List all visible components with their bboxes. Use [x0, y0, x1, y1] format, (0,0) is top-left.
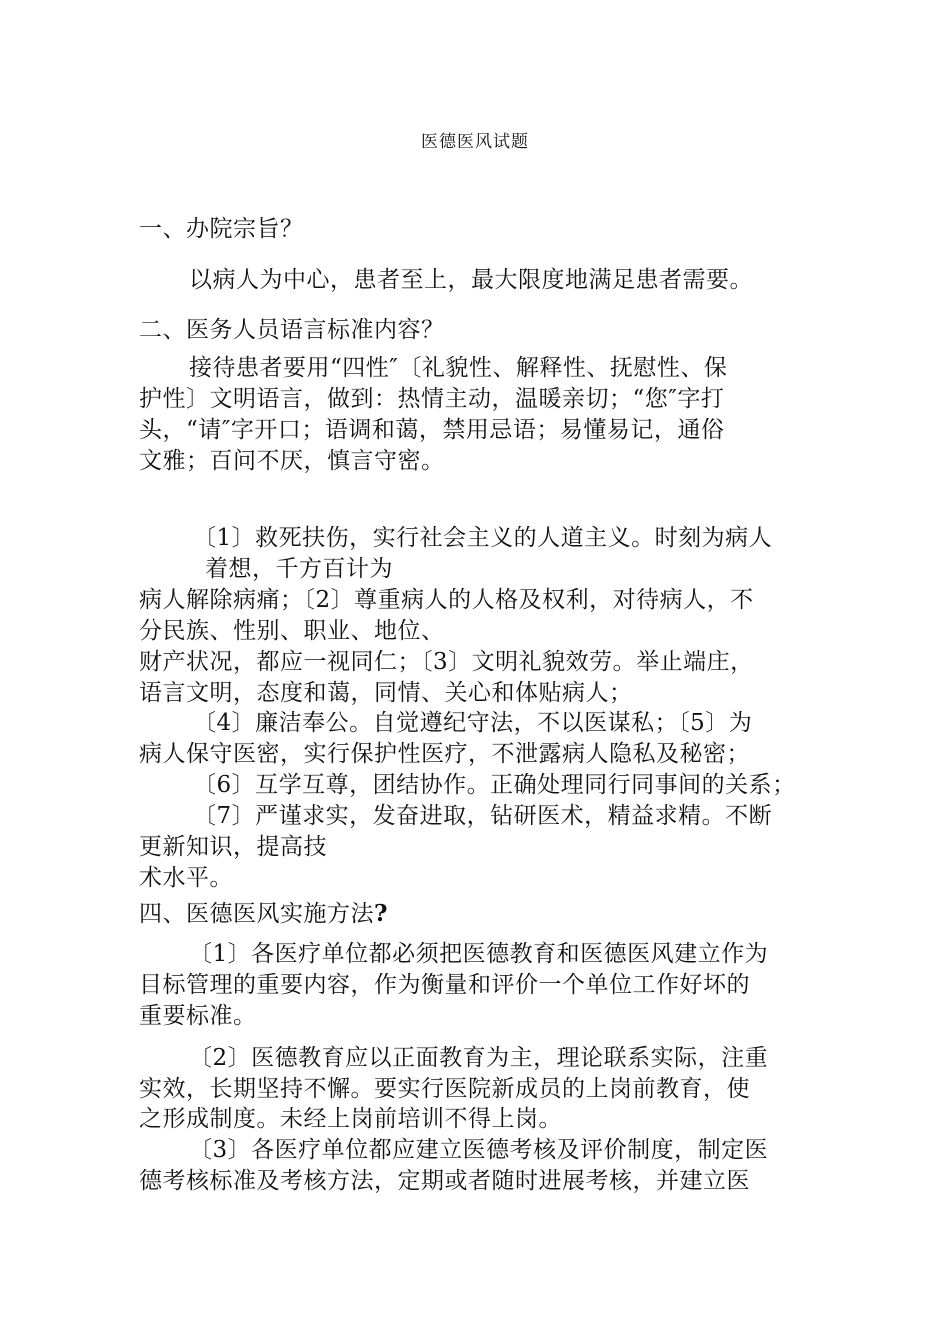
- section-heading-4-question-mark: ?: [374, 900, 388, 927]
- paragraph-line: 德考核标准及考核方法，定期或者随时进展考核，并建立医: [139, 1168, 750, 1194]
- paragraph-line: 文雅；百问不厌，慎言守密。: [139, 448, 445, 474]
- section-heading-1: 一、办院宗旨？: [139, 216, 304, 242]
- paragraph-line: 〔1〕救死扶伤，实行社会主义的人道主义。时刻为病人: [193, 525, 773, 551]
- paragraph-line: 〔1〕各医疗单位都必须把医德教育和医德医风建立作为: [189, 941, 769, 967]
- paragraph-line: 目标管理的重要内容，作为衡量和评价一个单位工作好坏的: [139, 972, 750, 998]
- paragraph-line: 〔2〕医德教育应以正面教育为主，理论联系实际，注重: [189, 1045, 769, 1071]
- paragraph-line: 〔6〕互学互尊，团结协作。正确处理同行同事间的关系；: [193, 772, 796, 798]
- paragraph-line: 财产状况，都应一视同仁；〔3〕文明礼貌效劳。举止端庄，: [139, 649, 754, 675]
- paragraph-line: 实效，长期坚持不懈。要实行医院新成员的上岗前教育，使: [139, 1076, 750, 1102]
- paragraph-line: 着想，千方百计为: [205, 556, 393, 582]
- paragraph-line: 更新知识，提高技: [139, 834, 327, 860]
- paragraph-line: 〔3〕各医疗单位都应建立医德考核及评价制度，制定医: [189, 1137, 769, 1163]
- section-heading-2: 二、医务人员语言标准内容？: [139, 317, 445, 343]
- paragraph-line: 术水平。: [139, 865, 233, 891]
- paragraph-line: 以病人为中心，患者至上，最大限度地满足患者需要。: [189, 267, 753, 293]
- section-heading-4: [139, 899, 388, 929]
- paragraph-line: 护性〕文明语言，做到：热情主动，温暖亲切；“您″字打: [139, 386, 725, 412]
- paragraph-line: 之形成制度。未经上岗前培训不得上岗。: [139, 1106, 562, 1132]
- paragraph-line: 分民族、性别、职业、地位、: [139, 618, 445, 644]
- paragraph-line: 重要标准。: [139, 1003, 257, 1029]
- paragraph-line: 语言文明，态度和蔼，同情、关心和体贴病人；: [139, 680, 633, 706]
- document-title: 医德医风试题: [421, 132, 529, 152]
- paragraph-line: 病人解除病痛；〔2〕尊重病人的人格及权利，对待病人，不: [139, 587, 754, 613]
- paragraph-line: 头，“请″字开口；语调和蔼，禁用忌语；易懂易记，通俗: [139, 417, 725, 443]
- paragraph-line: 〔4〕廉洁奉公。自觉遵纪守法，不以医谋私；〔5〕为: [193, 710, 753, 736]
- section-heading-4-text: 四、医德医风实施方法: [139, 901, 374, 927]
- paragraph-line: 接待患者要用“四性″〔礼貌性、解释性、抚慰性、保: [189, 355, 728, 381]
- paragraph-line: 〔7〕严谨求实，发奋进取，钻研医术，精益求精。不断: [193, 803, 773, 829]
- paragraph-line: 病人保守医密，实行保护性医疗，不泄露病人隐私及秘密；: [139, 741, 750, 767]
